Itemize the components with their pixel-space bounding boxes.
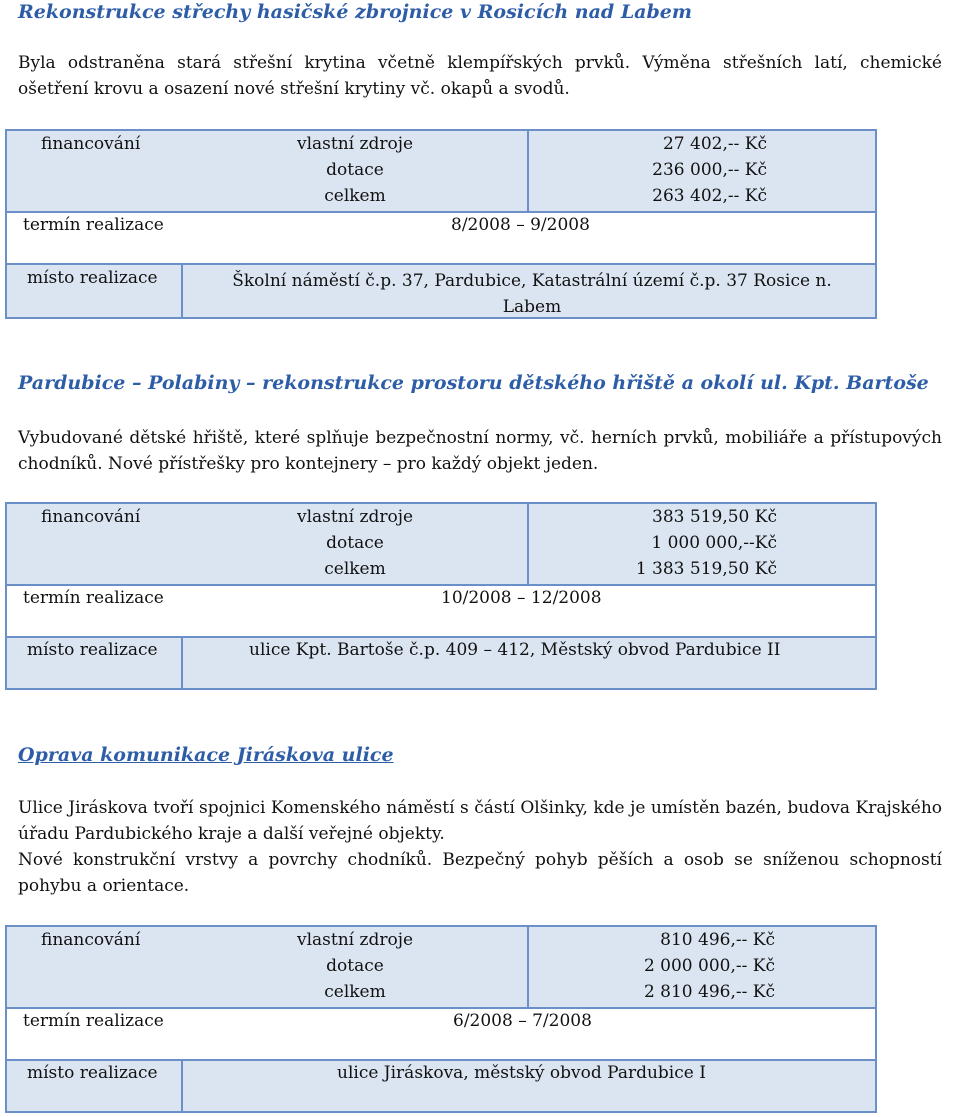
source-total: celkem bbox=[324, 559, 386, 579]
term-value: 6/2008 – 7/2008 bbox=[453, 1011, 592, 1031]
source-own: vlastní zdroje bbox=[296, 507, 414, 527]
section-3-paragraph-1: Ulice Jiráskova tvoří spojnici Komenského náměstí s částí Olšinky, kde je umístěn bazén, budova Krajského úřadu Pardubického kraje a další veřejné objekty. bbox=[18, 798, 942, 844]
section-1-title: Rekonstrukce střechy hasičské zbrojnice v Rosicích nad Labem bbox=[18, 1, 692, 23]
amount-grant: 236 000,-- Kč bbox=[652, 160, 767, 180]
amount-grant: 1 000 000,--Kč bbox=[651, 533, 777, 553]
section-3-title: Oprava komunikace Jiráskova ulice bbox=[18, 744, 394, 766]
section-3-paragraph-2: Nové konstrukční vrstvy a povrchy chodníků. Bezpečný pohyb pěších a osob se sníženou schopností pohybu a orientace. bbox=[18, 850, 942, 896]
source-own: vlastní zdroje bbox=[296, 930, 414, 950]
section-3-description bbox=[18, 795, 942, 899]
amount-own: 383 519,50 Kč bbox=[652, 507, 777, 527]
place-value: Školní náměstí č.p. 37, Pardubice, Katastrální území č.p. 37 Rosice n. Labem bbox=[232, 271, 832, 317]
section-2-title: Pardubice – Polabiny – rekonstrukce prostoru dětského hřiště a okolí ul. Kpt. Bartoše bbox=[18, 372, 929, 394]
term-value: 10/2008 – 12/2008 bbox=[441, 588, 602, 608]
place-label: místo realizace bbox=[27, 1063, 158, 1083]
section-1-paragraph: Byla odstraněna stará střešní krytina včetně klempířských prvků. Výměna střešních latí, chemické ošetření krovu a osazení nové střešní krytiny vč. okapů a svodů. bbox=[18, 53, 942, 99]
place-label: místo realizace bbox=[27, 268, 158, 288]
term-label: termín realizace bbox=[23, 1011, 164, 1031]
financing-label: financování bbox=[41, 507, 141, 527]
place-value: ulice Kpt. Bartoše č.p. 409 – 412, Městský obvod Pardubice II bbox=[249, 640, 781, 660]
section-2-description bbox=[18, 425, 942, 477]
financing-label: financování bbox=[41, 134, 141, 154]
section-2-paragraph: Vybudované dětské hřiště, které splňuje bezpečnostní normy, vč. herních prvků, mobiliáře a přístupových chodníků. Nové přístřešky pro kontejnery – pro každý objekt jeden. bbox=[18, 428, 942, 474]
financing-label: financování bbox=[41, 930, 141, 950]
amount-total: 1 383 519,50 Kč bbox=[635, 559, 777, 579]
term-value: 8/2008 – 9/2008 bbox=[451, 215, 590, 235]
section-3-table bbox=[5, 925, 877, 1113]
term-label: termín realizace bbox=[23, 588, 164, 608]
source-total: celkem bbox=[324, 186, 386, 206]
source-grant: dotace bbox=[326, 160, 384, 180]
amount-own: 810 496,-- Kč bbox=[660, 930, 775, 950]
source-total: celkem bbox=[324, 982, 386, 1002]
source-grant: dotace bbox=[326, 956, 384, 976]
section-2-table bbox=[5, 502, 877, 690]
amount-own: 27 402,-- Kč bbox=[662, 134, 767, 154]
source-own: vlastní zdroje bbox=[296, 134, 414, 154]
amount-total: 2 810 496,-- Kč bbox=[643, 982, 775, 1002]
place-label: místo realizace bbox=[27, 640, 158, 660]
section-1-table bbox=[5, 129, 877, 319]
amount-total: 263 402,-- Kč bbox=[652, 186, 767, 206]
section-1-description bbox=[18, 50, 942, 102]
place-value: ulice Jiráskova, městský obvod Pardubice I bbox=[337, 1063, 706, 1083]
amount-grant: 2 000 000,-- Kč bbox=[643, 956, 775, 976]
term-label: termín realizace bbox=[23, 215, 164, 235]
source-grant: dotace bbox=[326, 533, 384, 553]
